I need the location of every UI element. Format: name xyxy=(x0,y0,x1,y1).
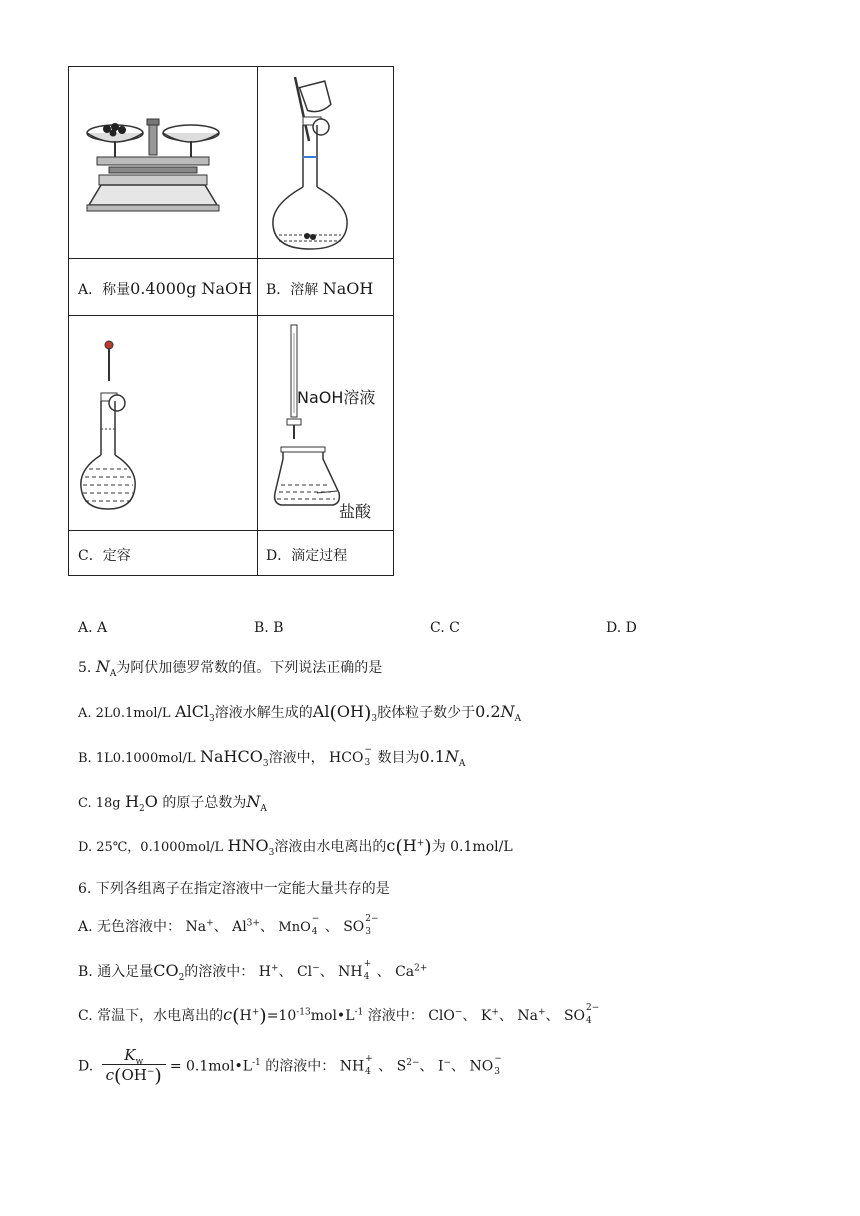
titration-image xyxy=(265,323,389,525)
apparatus-table xyxy=(68,66,394,576)
option-c-label: C．定容 xyxy=(78,548,131,564)
option-a-value: 0.4000g NaOH xyxy=(130,279,253,298)
q4-option-d[interactable]: D. D xyxy=(606,620,637,636)
q6-stem: 6. 下列各组离子在指定溶液中一定能大量共存的是 xyxy=(78,881,390,897)
option-b-value: NaOH xyxy=(322,279,374,298)
table-divider-2 xyxy=(69,315,393,316)
balance-scale-image xyxy=(77,107,227,217)
q4-option-b[interactable]: B. B xyxy=(254,620,284,636)
option-b-label xyxy=(266,279,373,299)
burette-label: NaOH溶液 xyxy=(297,388,376,407)
q6-option-a[interactable]: A. 无色溶液中： Na+、 $Al^{3+}$、 MnO − 4 、 SO 2− 3 xyxy=(78,914,379,937)
table-divider-vertical xyxy=(257,67,258,575)
table-divider-1 xyxy=(69,258,393,259)
option-d-label: D．滴定过程 xyxy=(266,548,348,564)
q6-option-c[interactable]: C. 常温下，水电离出的$c(H^+)=10^{-13}mol•L^{-1}$ 溶液中： ClO−、 K+、 Na+、 SO 2− 4 xyxy=(78,1003,600,1027)
option-b-text: B．溶解 xyxy=(266,282,319,298)
q6-option-d[interactable]: D. $\frac{K_w}{c(OH^-)}$ = $0.1mol•L^{-1}$ 的溶液中： NH + 4 、 $S^{2-}$、 I−、 NO − 3 xyxy=(78,1046,502,1087)
q6-option-b[interactable]: B. 通入足量$CO_2$的溶液中： H+、 Cl−、 NH + 4 、 $Ca^{2+}$ xyxy=(78,959,428,983)
q5-option-a[interactable]: A. 2L0.1mol/L AlCl$_3$溶液水解生成的$Al(OH)_3$胶体粒子数少于$0.2N_A$ xyxy=(78,702,522,724)
fraction-kw-over-oh: $\frac{K_w}{c(OH^-)}$ xyxy=(102,1046,166,1087)
q4-option-a[interactable]: A. A xyxy=(78,620,108,636)
q5-stem: 5. $N_A$为阿伏加德罗常数的值。下列说法正确的是 xyxy=(78,657,383,679)
option-a-label xyxy=(78,279,252,299)
table-divider-3 xyxy=(69,530,393,531)
volumetric-flask-dropper-image xyxy=(77,337,157,515)
option-a-text: A．称量 xyxy=(78,282,131,298)
q5-option-c[interactable]: C. 18g $H_2O$ 的原子总数为$N_A$ xyxy=(78,792,267,814)
volumetric-flask-dissolve-image xyxy=(265,75,365,253)
flask-label: 盐酸 xyxy=(339,502,372,521)
q5-option-b[interactable]: B. 1L0.1000mol/L NaHCO$_3$溶液中， HCO − 3 数目为$0.1N_A$ xyxy=(78,745,466,769)
q5-option-d[interactable]: D. 25℃，0.1000mol/L $HNO_3$溶液由水电离出的c(H+)为 0.1mol/L xyxy=(78,836,513,858)
q4-option-c[interactable]: C. C xyxy=(430,620,460,636)
